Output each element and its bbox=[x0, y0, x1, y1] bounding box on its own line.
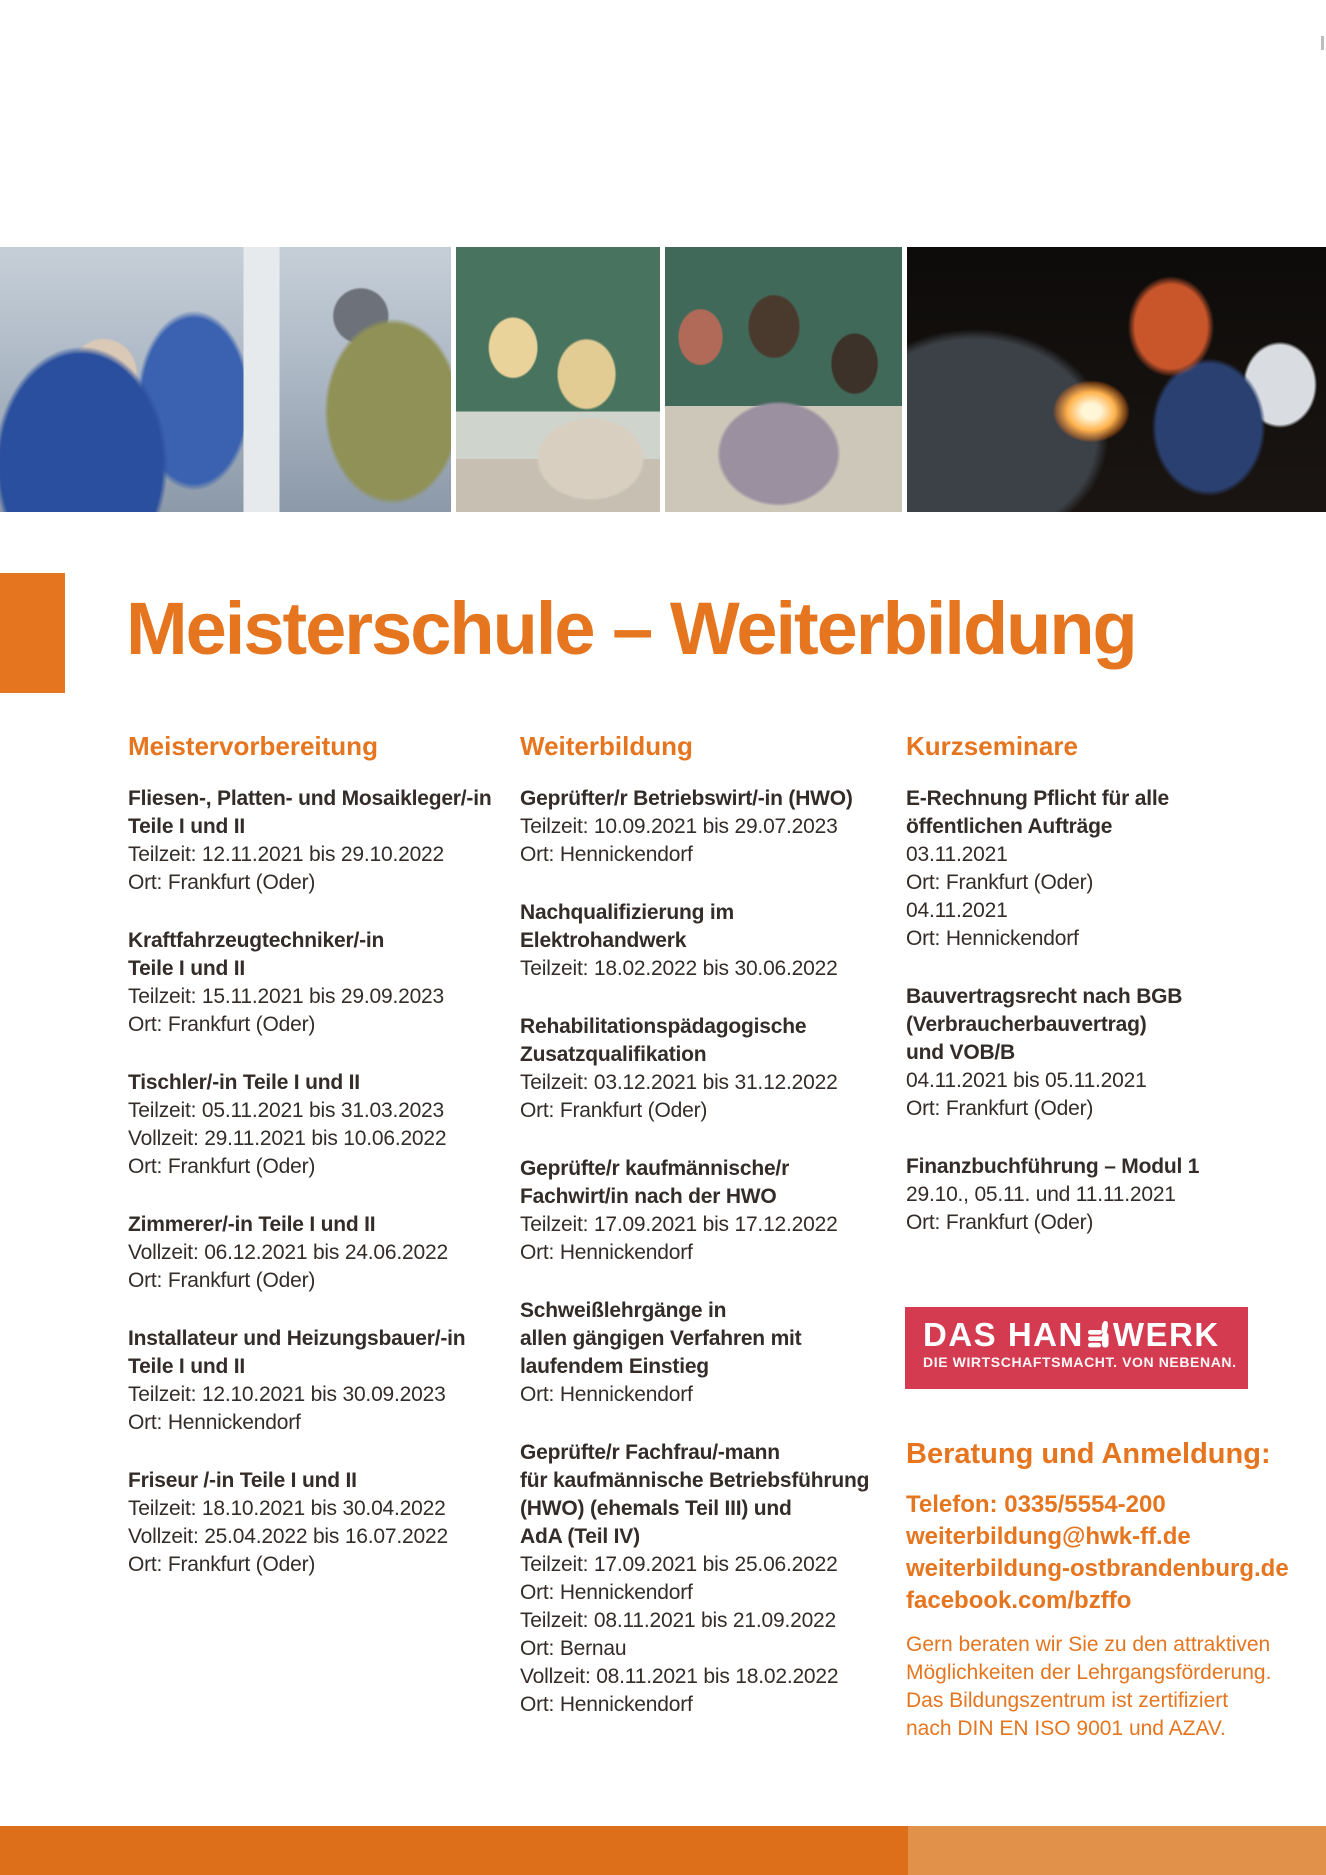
course-detail: Ort: Frankfurt (Oder) bbox=[906, 871, 1094, 894]
contact-notes bbox=[906, 1631, 1326, 1743]
course-detail: Ort: Frankfurt (Oder) bbox=[906, 1211, 1094, 1234]
logo-tagline: DIE WIRTSCHAFTSMACHT. VON NEBENAN. bbox=[923, 1354, 1237, 1370]
course-detail: 03.11.2021 bbox=[906, 843, 1008, 866]
course-detail: Ort: Hennickendorf bbox=[128, 1411, 301, 1434]
course-detail: Teilzeit: 18.10.2021 bis 30.04.2022 bbox=[128, 1497, 446, 1520]
course-detail: Ort: Frankfurt (Oder) bbox=[128, 871, 316, 894]
course-detail: Teilzeit: 18.02.2022 bis 30.06.2022 bbox=[520, 957, 838, 980]
course-title: Teile I und II bbox=[128, 1355, 245, 1378]
course-detail: Ort: Hennickendorf bbox=[520, 843, 693, 866]
photo-welder-with-mask bbox=[907, 247, 1326, 512]
photo-classroom-students-writing bbox=[456, 247, 660, 512]
course-entry bbox=[128, 927, 516, 1039]
course-title: Rehabilitationspädagogische bbox=[520, 1015, 807, 1038]
course-detail: Teilzeit: 03.12.2021 bis 31.12.2022 bbox=[520, 1071, 838, 1094]
column-meistervorbereitung bbox=[128, 733, 516, 1609]
course-detail: Teilzeit: 12.10.2021 bis 30.09.2023 bbox=[128, 1383, 446, 1406]
contact-section bbox=[906, 1438, 1326, 1743]
contact-note-line: Das Bildungszentrum ist zertifiziert bbox=[906, 1689, 1229, 1712]
course-detail: Teilzeit: 15.11.2021 bis 29.09.2023 bbox=[128, 985, 445, 1008]
course-entry bbox=[906, 785, 1286, 953]
course-title: Elektrohandwerk bbox=[520, 929, 687, 952]
course-detail: Ort: Hennickendorf bbox=[520, 1581, 693, 1604]
course-title: Geprüfte/r kaufmännische/r bbox=[520, 1157, 790, 1180]
contact-note-line: Möglichkeiten der Lehrgangsförderung. bbox=[906, 1661, 1272, 1684]
course-detail: Ort: Hennickendorf bbox=[520, 1693, 693, 1716]
orange-accent-square bbox=[0, 573, 65, 693]
contact-heading: Beratung und Anmeldung: bbox=[906, 1438, 1271, 1470]
column-header-weiterbildung: Weiterbildung bbox=[520, 731, 693, 761]
contact-note-line: nach DIN EN ISO 9001 und AZAV. bbox=[906, 1717, 1226, 1740]
course-title: (HWO) (ehemals Teil III) und bbox=[520, 1497, 792, 1520]
course-title: laufendem Einstieg bbox=[520, 1355, 709, 1378]
course-title: Teile I und II bbox=[128, 957, 245, 980]
logo-wordmark bbox=[923, 1318, 1248, 1352]
course-title: Zusatzqualifikation bbox=[520, 1043, 707, 1066]
course-title: öffentlichen Aufträge bbox=[906, 815, 1113, 838]
course-detail: Teilzeit: 05.11.2021 bis 31.03.2023 bbox=[128, 1099, 445, 1122]
column-weiterbildung bbox=[520, 733, 902, 1749]
course-detail: Vollzeit: 25.04.2022 bis 16.07.2022 bbox=[128, 1525, 448, 1548]
course-title: Teile I und II bbox=[128, 815, 245, 838]
course-entry bbox=[128, 1467, 516, 1579]
course-detail: 04.11.2021 bis 05.11.2021 bbox=[906, 1069, 1147, 1092]
bottom-bar-dark-segment bbox=[0, 1826, 908, 1875]
course-detail: Teilzeit: 12.11.2021 bis 29.10.2022 bbox=[128, 843, 445, 866]
course-entry bbox=[520, 899, 902, 983]
contact-detail-line: facebook.com/bzffo bbox=[906, 1587, 1132, 1614]
course-detail: Vollzeit: 08.11.2021 bis 18.02.2022 bbox=[520, 1665, 839, 1688]
course-title: Tischler/-in Teile I und II bbox=[128, 1071, 360, 1094]
course-detail: Ort: Frankfurt (Oder) bbox=[906, 1097, 1094, 1120]
course-detail: Vollzeit: 06.12.2021 bis 24.06.2022 bbox=[128, 1241, 448, 1264]
course-title: Installateur und Heizungsbauer/-in bbox=[128, 1327, 466, 1350]
course-entry bbox=[128, 1211, 516, 1295]
course-title: Zimmerer/-in Teile I und II bbox=[128, 1213, 376, 1236]
course-detail: Ort: Hennickendorf bbox=[520, 1383, 693, 1406]
course-detail: Ort: Frankfurt (Oder) bbox=[520, 1099, 708, 1122]
course-entry bbox=[520, 1155, 902, 1267]
contact-detail-line: weiterbildung@hwk-ff.de bbox=[906, 1523, 1191, 1550]
logo-text-pre: DAS HAN bbox=[923, 1316, 1084, 1353]
course-detail: Vollzeit: 29.11.2021 bis 10.06.2022 bbox=[128, 1127, 447, 1150]
column-kurzseminare bbox=[906, 733, 1286, 1267]
course-title: (Verbraucherbauvertrag) bbox=[906, 1013, 1147, 1036]
course-title: für kaufmännische Betriebsführung bbox=[520, 1469, 870, 1492]
thumbs-up-icon bbox=[1087, 1320, 1111, 1352]
course-entry bbox=[128, 785, 516, 897]
course-title: Kraftfahrzeugtechniker/-in bbox=[128, 929, 385, 952]
das-handwerk-logo bbox=[905, 1307, 1248, 1389]
course-detail: Teilzeit: 10.09.2021 bis 29.07.2023 bbox=[520, 815, 838, 838]
course-detail: 04.11.2021 bbox=[906, 899, 1008, 922]
course-title: Geprüfter/r Betriebswirt/-in (HWO) bbox=[520, 787, 853, 810]
photo-strip bbox=[0, 247, 1326, 512]
course-title: E-Rechnung Pflicht für alle bbox=[906, 787, 1169, 810]
course-title: AdA (Teil IV) bbox=[520, 1525, 640, 1548]
course-title: Geprüfte/r Fachfrau/-mann bbox=[520, 1441, 780, 1464]
course-detail: Ort: Frankfurt (Oder) bbox=[128, 1013, 316, 1036]
bottom-bar bbox=[0, 1826, 1326, 1875]
photo-classroom-group-at-desk bbox=[665, 247, 902, 512]
course-detail: Ort: Frankfurt (Oder) bbox=[128, 1269, 316, 1292]
course-detail: Ort: Bernau bbox=[520, 1637, 627, 1660]
course-title: allen gängigen Verfahren mit bbox=[520, 1327, 802, 1350]
page-corner-mark bbox=[1321, 36, 1324, 50]
course-detail: Ort: Frankfurt (Oder) bbox=[128, 1155, 316, 1178]
course-entry bbox=[906, 983, 1286, 1123]
course-detail: Teilzeit: 08.11.2021 bis 21.09.2022 bbox=[520, 1609, 837, 1632]
course-title: Nachqualifizierung im bbox=[520, 901, 734, 924]
column-header-kurzseminare: Kurzseminare bbox=[906, 731, 1078, 761]
course-title: Bauvertragsrecht nach BGB bbox=[906, 985, 1183, 1008]
page-title: Meisterschule – Weiterbildung bbox=[126, 587, 1136, 670]
contact-detail-line: weiterbildung-ostbrandenburg.de bbox=[906, 1555, 1289, 1582]
course-detail: Teilzeit: 17.09.2021 bis 25.06.2022 bbox=[520, 1553, 838, 1576]
bottom-bar-light-segment bbox=[908, 1826, 1326, 1875]
course-entry bbox=[520, 1297, 902, 1409]
course-detail: Ort: Hennickendorf bbox=[520, 1241, 693, 1264]
course-entry bbox=[520, 785, 902, 869]
course-detail: Ort: Frankfurt (Oder) bbox=[128, 1553, 316, 1576]
course-entry bbox=[520, 1439, 902, 1719]
course-detail: Teilzeit: 17.09.2021 bis 17.12.2022 bbox=[520, 1213, 838, 1236]
course-title: Friseur /-in Teile I und II bbox=[128, 1469, 357, 1492]
contact-detail-line: Telefon: 0335/5554-200 bbox=[906, 1491, 1166, 1518]
course-detail: 29.10., 05.11. und 11.11.2021 bbox=[906, 1183, 1176, 1206]
course-detail: Ort: Hennickendorf bbox=[906, 927, 1079, 950]
course-entry bbox=[128, 1069, 516, 1181]
photo-workshop-drilling-machine bbox=[0, 247, 451, 512]
contact-note-line: Gern beraten wir Sie zu den attraktiven bbox=[906, 1633, 1271, 1656]
course-title: Schweißlehrgänge in bbox=[520, 1299, 727, 1322]
column-header-meistervorbereitung: Meistervorbereitung bbox=[128, 731, 378, 761]
course-entry bbox=[520, 1013, 902, 1125]
course-title: Finanzbuchführung – Modul 1 bbox=[906, 1155, 1200, 1178]
course-title: Fachwirt/in nach der HWO bbox=[520, 1185, 777, 1208]
course-title: und VOB/B bbox=[906, 1041, 1016, 1064]
logo-text-post: WERK bbox=[1112, 1316, 1220, 1353]
course-title: Fliesen-, Platten- und Mosaikleger/-in bbox=[128, 787, 492, 810]
course-entry bbox=[906, 1153, 1286, 1237]
contact-details bbox=[906, 1489, 1326, 1617]
course-entry bbox=[128, 1325, 516, 1437]
